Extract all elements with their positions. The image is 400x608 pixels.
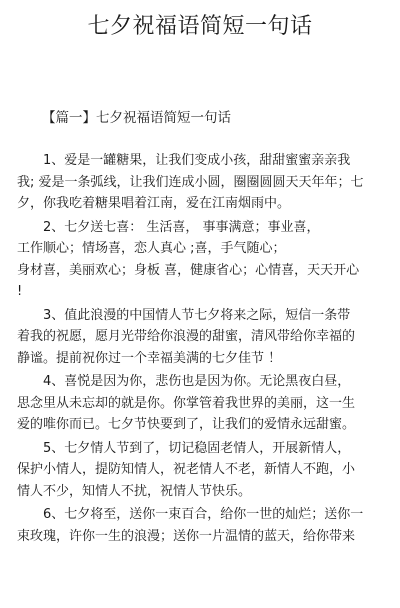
paragraph-line: 爱的唯你而已。七夕节快要到了，让我们的爱情永远甜蜜。 xyxy=(17,417,356,432)
paragraph-line: 1、爱是一罐糖果，让我们变成小孩，甜甜蜜蜜亲亲我 xyxy=(43,153,351,168)
paragraph-line: 夕，你我吃着糖果唱着江南，爱在江南烟雨中。 xyxy=(17,196,291,211)
paragraph-line: ! xyxy=(17,284,23,299)
paragraph-line: 静谧。提前祝你过一个幸福美满的七夕佳节 ！ xyxy=(17,350,282,366)
paragraph-line: 我; 爱是一条弧线，让我们连成小圆，圈圈圆圆天天年年；七 xyxy=(17,174,364,190)
paragraph-3 xyxy=(17,305,383,370)
paragraph-line: 6、七夕将至，送你一束百合，给你一世的灿烂；送你一 xyxy=(43,507,364,522)
document-body xyxy=(17,150,383,547)
paragraph-line: 3、值此浪漫的中国情人节七夕将来之际，短信一条带 xyxy=(43,307,351,323)
section-heading: 【篇一】七夕祝福语简短一句话 xyxy=(42,110,231,126)
paragraph-1 xyxy=(17,150,383,215)
paragraph-6 xyxy=(17,504,383,547)
paragraph-line: 4、喜悦是因为你，悲伤也是因为你。无论黑夜白昼， xyxy=(43,374,351,389)
paragraph-line: 5、七夕情人节到了，切记稳固老情人，开展新情人， xyxy=(43,440,351,456)
paragraph-line: 2、七夕送七喜： 生活喜， 事事满意；事业喜， xyxy=(43,219,320,235)
paragraph-line: 思念里从未忘却的就是你。你掌管着我世界的美丽，这一生 xyxy=(17,395,356,411)
paragraph-line: 着我的祝愿，愿月光带给你浪漫的甜蜜，清风带给你幸福的 xyxy=(17,329,356,344)
paragraph-line: 束玫瑰，许你一生的浪漫；送你一片温情的蓝天，给你带来 xyxy=(17,528,356,544)
paragraph-2 xyxy=(17,217,383,303)
page-title: 七夕祝福语简短一句话 xyxy=(87,14,313,39)
paragraph-line: 情人不少，知情人不扰，祝情人节快乐。 xyxy=(17,483,252,499)
paragraph-4 xyxy=(17,371,383,436)
paragraph-line: 保护小情人，提防知情人，祝老情人不老，新情人不跑，小 xyxy=(17,462,356,477)
paragraph-5 xyxy=(17,438,383,503)
paragraph-line: 工作顺心；情场喜，恋人真心 ;喜，手气随心； xyxy=(17,241,286,256)
paragraph-line: 身材喜，美丽欢心；身板 喜，健康省心；心情喜，天天开心 xyxy=(17,262,360,278)
